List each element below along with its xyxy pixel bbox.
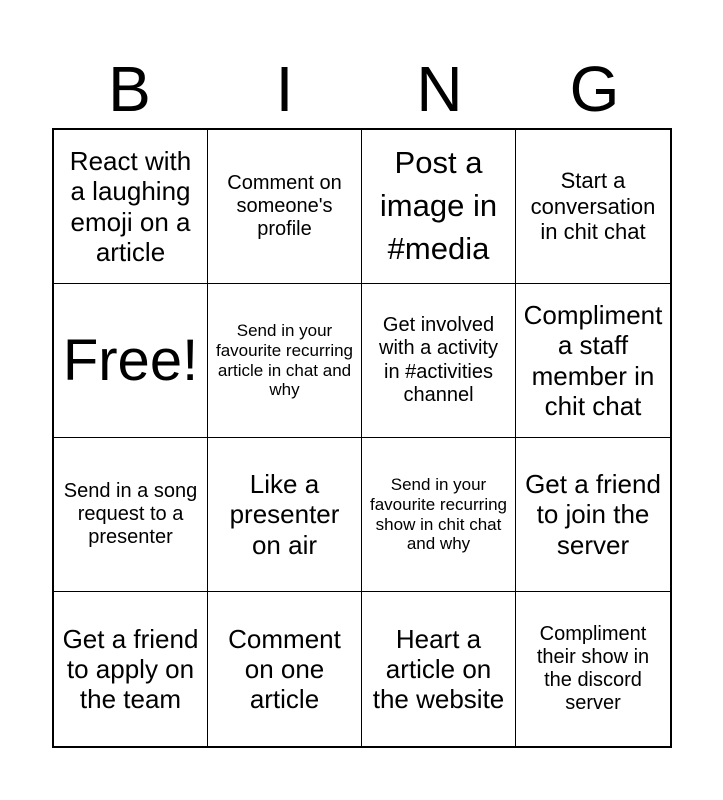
header-letter-i: I — [275, 53, 294, 125]
bingo-cell-text: Send in your favourite recurring article in chat and why — [216, 321, 354, 400]
bingo-cell[interactable] — [208, 438, 362, 592]
bingo-cell-text: Get involved with a activity in #activities channel — [379, 314, 498, 406]
bingo-header — [52, 50, 672, 128]
header-letter-b: B — [108, 53, 151, 125]
bingo-cell-text: Comment on one article — [228, 623, 341, 715]
bingo-cell-text: Post a image in #media — [379, 145, 498, 266]
bingo-cell-text: Start a conversation in chit chat — [530, 168, 656, 245]
bingo-cell-text: Get a friend to join the server — [525, 469, 661, 560]
bingo-cell-text: Send in a song request to a presenter — [63, 479, 198, 549]
bingo-cell-text: Compliment their show in the discord server — [536, 622, 650, 715]
bingo-cell[interactable] — [516, 130, 670, 284]
header-letter-n: N — [416, 53, 463, 125]
bingo-cell[interactable] — [208, 284, 362, 438]
bingo-cell[interactable] — [516, 438, 670, 592]
bingo-board — [52, 128, 672, 748]
bingo-cell-text: Like a presenter on air — [229, 469, 340, 560]
header-letter-g: G — [569, 53, 620, 125]
bingo-cell[interactable] — [362, 592, 516, 746]
bingo-cell-text: Compliment a staff member in chit chat — [523, 300, 663, 421]
bingo-cell-free[interactable] — [54, 284, 208, 438]
bingo-cell[interactable] — [54, 130, 208, 284]
bingo-cell-text: React with a laughing emoji on a article — [69, 146, 192, 267]
bingo-cell-text: Get a friend to apply on the team — [62, 623, 199, 715]
bingo-cell[interactable] — [54, 592, 208, 746]
bingo-cell-text: Heart a article on the website — [372, 623, 505, 715]
bingo-cell[interactable] — [516, 284, 670, 438]
bingo-cell[interactable] — [54, 438, 208, 592]
bingo-cell-text: Comment on someone's profile — [227, 171, 342, 241]
bingo-cell[interactable] — [362, 130, 516, 284]
bingo-cell[interactable] — [362, 284, 516, 438]
bingo-cell-text: Send in your favourite recurring show in chit chat and why — [370, 475, 508, 554]
free-space-text: Free! — [62, 327, 199, 393]
bingo-cell[interactable] — [362, 438, 516, 592]
bingo-cell[interactable] — [208, 592, 362, 746]
bingo-cell[interactable] — [208, 130, 362, 284]
bingo-cell[interactable] — [516, 592, 670, 746]
